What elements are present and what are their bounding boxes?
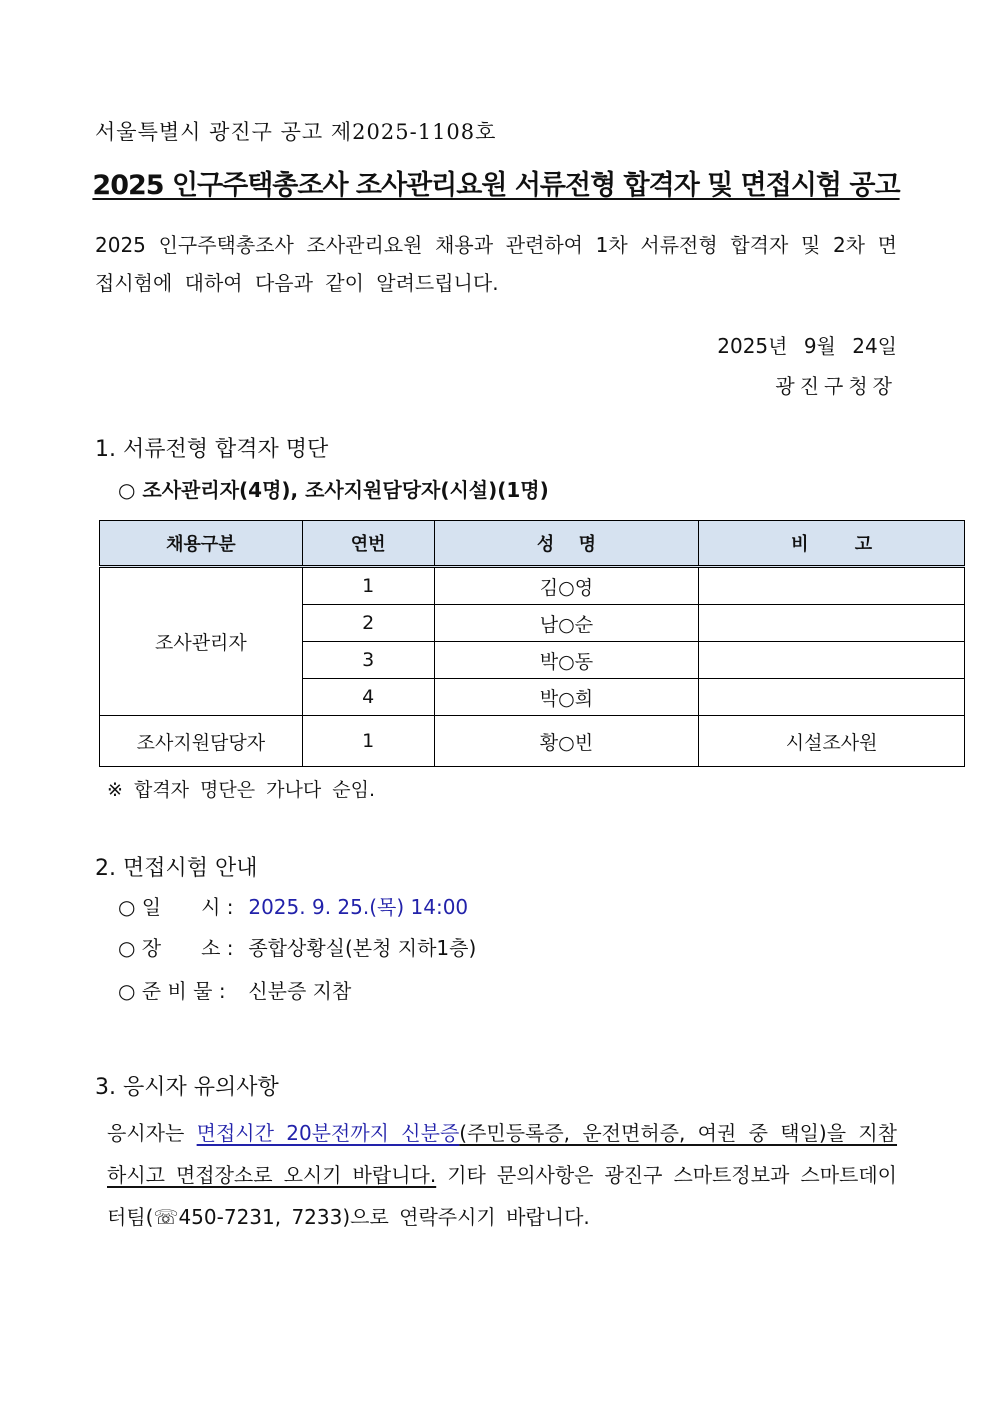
- header-number: 연번: [302, 521, 434, 567]
- exam-supplies-row: [118, 975, 351, 1004]
- exam-datetime-label: ○ 일 시 :: [118, 895, 234, 919]
- table-row: [100, 567, 965, 605]
- caution-prefix: 응시자는: [107, 1121, 197, 1145]
- caution-paragraph: [107, 1112, 897, 1238]
- name-cell: 남○순: [434, 605, 699, 642]
- name-cell: 박○동: [434, 642, 699, 679]
- section1-heading: 1. 서류전형 합격자 명단: [95, 437, 329, 462]
- number-cell: 1: [302, 567, 434, 605]
- note-cell: 시설조사원: [699, 716, 965, 767]
- notice-number: 서울특별시 광진구 공고 제2025-1108호: [95, 120, 497, 144]
- section1-subheading: ○ 조사관리자(4명), 조사지원담당자(시설)(1명): [118, 478, 549, 502]
- header-note: [699, 521, 965, 567]
- header-name-text: 성 명: [536, 534, 596, 555]
- table-header-row: [100, 521, 965, 567]
- exam-datetime-value: 2025. 9. 25.(목) 14:00: [248, 895, 469, 919]
- caution-underlined: (주민등록증, 운전면허증, 여권 중 택일)을 지참하시고 면접장소로 오시기 바랍니다.: [107, 1121, 898, 1187]
- note-cell: [699, 567, 965, 605]
- name-cell: 황○빈: [434, 716, 699, 767]
- section2-heading: 2. 면접시험 안내: [95, 856, 258, 881]
- number-cell: 2: [302, 605, 434, 642]
- category-cell: 조사관리자: [100, 567, 303, 716]
- name-cell: 박○희: [434, 679, 699, 716]
- name-cell: 김○영: [434, 567, 699, 605]
- exam-supplies-value: 신분증 지참: [248, 979, 352, 1003]
- page-title: [0, 163, 992, 202]
- caution-highlight: 면접시간 20분전까지 신분증: [196, 1121, 460, 1145]
- note-cell: [699, 679, 965, 716]
- caution-rest: 기타 문의사항은 광진구 스마트정보과 스마트데이터팀(☏450-7231, 7233)으로 연락주시기 바랍니다.: [107, 1163, 897, 1229]
- exam-location-value: 종합상황실(본청 지하1층): [248, 936, 477, 960]
- category-cell: 조사지원담당자: [100, 716, 303, 767]
- exam-location-row: [118, 932, 476, 961]
- exam-location-label: ○ 장 소 :: [118, 936, 234, 960]
- header-note-text: 비 고: [791, 534, 873, 555]
- header-name: [434, 521, 699, 567]
- note-cell: [699, 605, 965, 642]
- exam-supplies-label: ○ 준 비 물 :: [118, 979, 226, 1003]
- exam-datetime-row: [118, 891, 468, 920]
- number-cell: 4: [302, 679, 434, 716]
- number-cell: 1: [302, 716, 434, 767]
- section3-heading: 3. 응시자 유의사항: [95, 1075, 279, 1100]
- table-footnote: ※ 합격자 명단은 가나다 순임.: [107, 779, 376, 801]
- intro-paragraph: 2025 인구주택총조사 조사관리요원 채용과 관련하여 1차 서류전형 합격자 및 2차 면접시험에 대하여 다음과 같이 알려드립니다.: [95, 233, 897, 295]
- number-cell: 3: [302, 642, 434, 679]
- announcement-date: 2025년 9월 24일: [717, 334, 897, 358]
- header-category: 채용구분: [100, 521, 303, 567]
- passer-table: [99, 520, 965, 767]
- issuer-name: 광진구청장: [775, 374, 897, 398]
- note-cell: [699, 642, 965, 679]
- page-title-text: 2025 인구주택총조사 조사관리요원 서류전형 합격자 및 면접시험 공고: [92, 170, 900, 201]
- table-row: [100, 716, 965, 767]
